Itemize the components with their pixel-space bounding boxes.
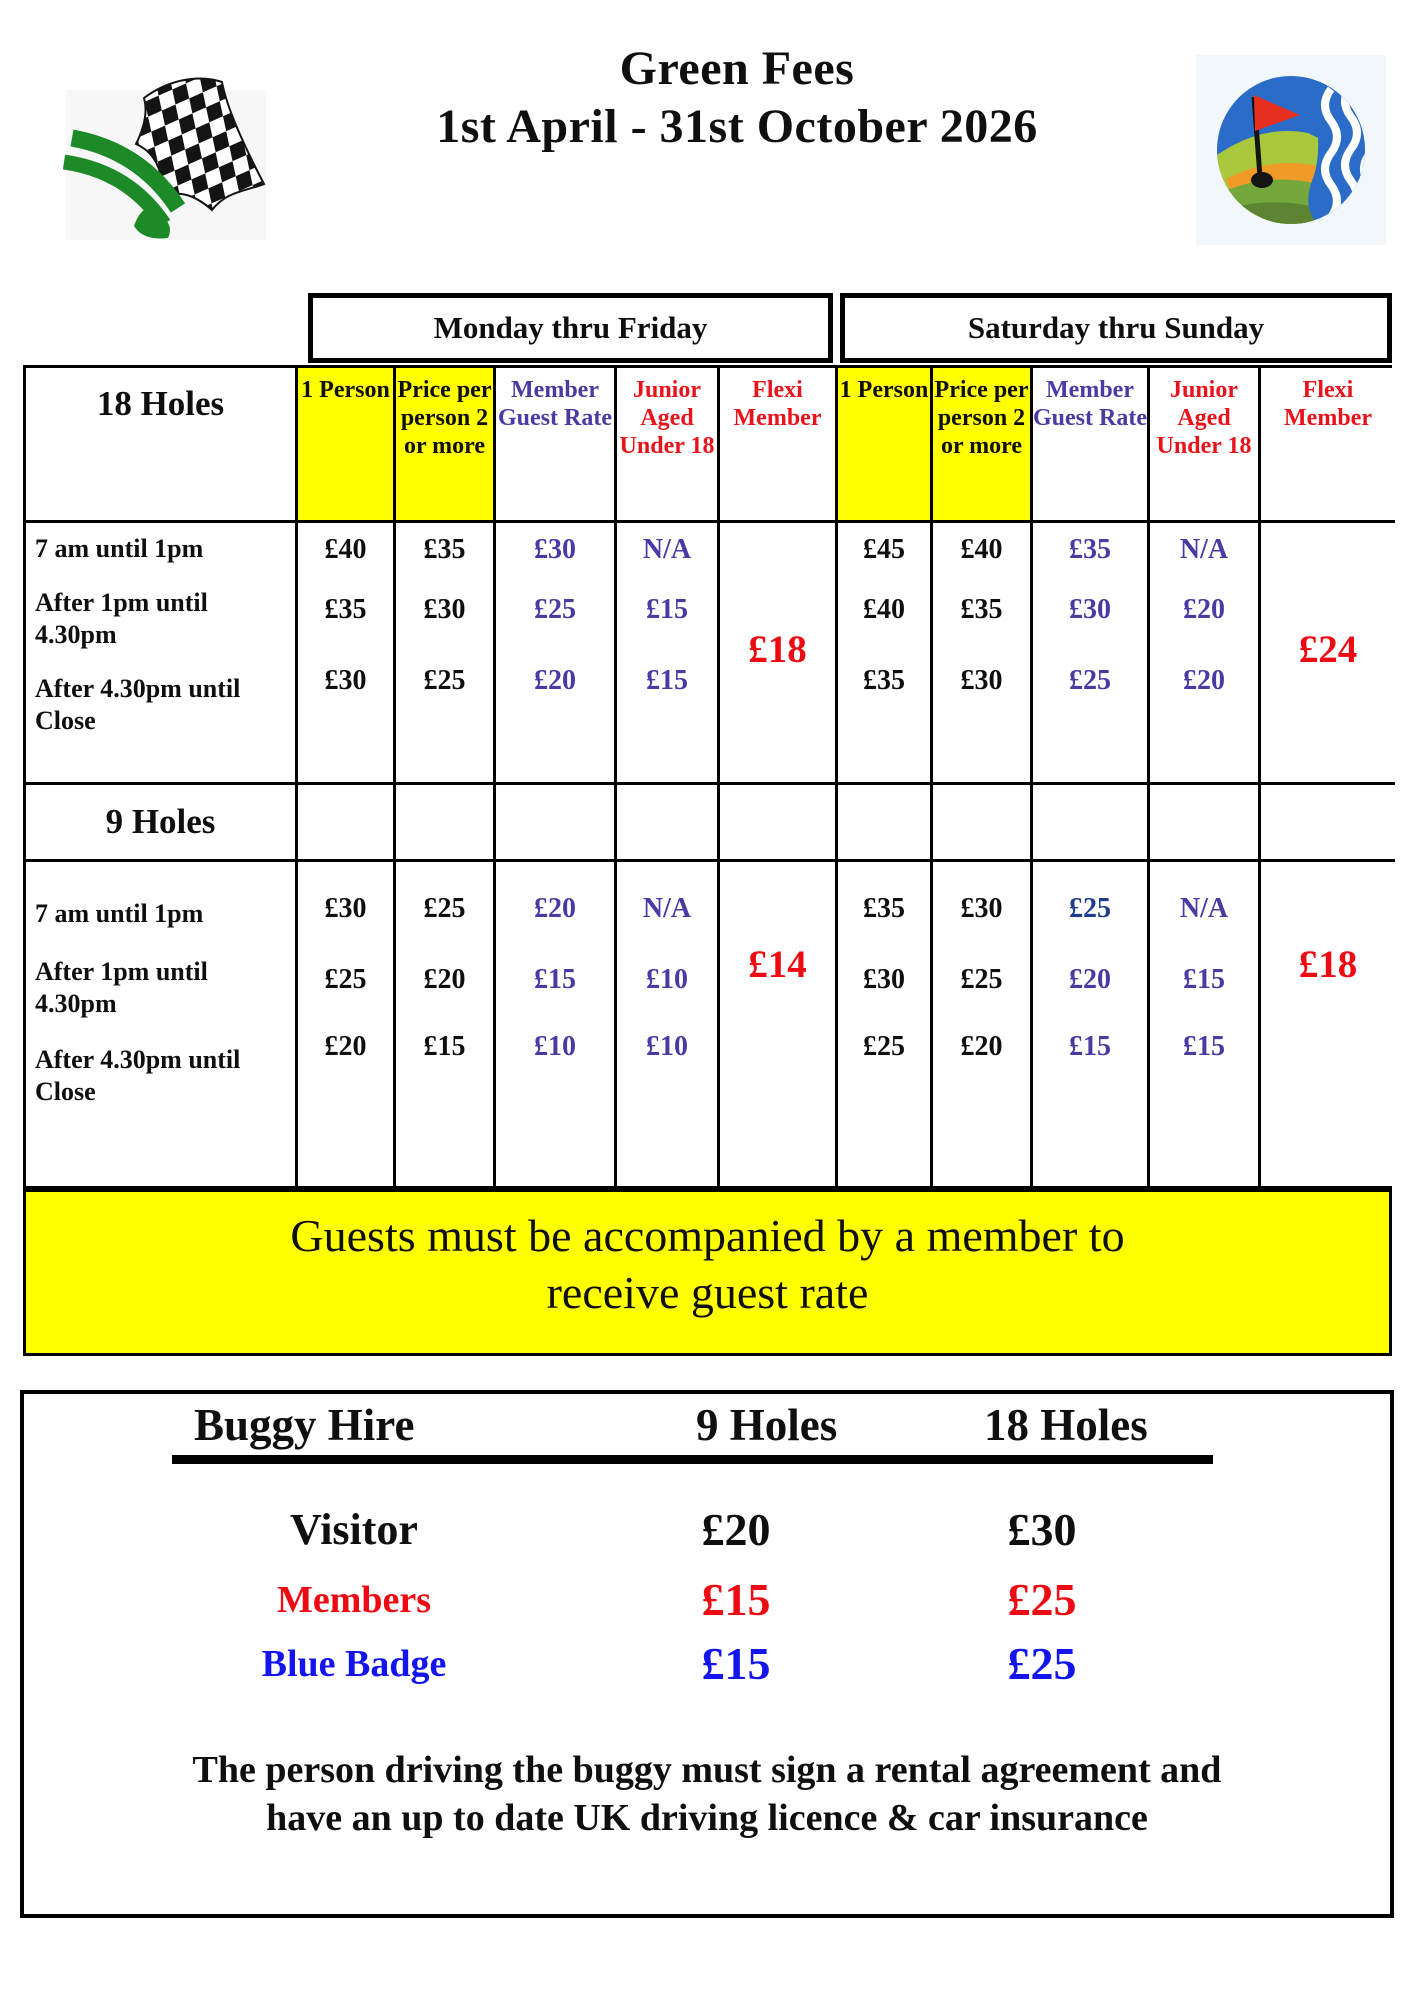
fee-value: £35 (863, 893, 905, 924)
buggy-col-9-holes: 9 Holes (696, 1400, 838, 1450)
fee-value: £40 (863, 594, 905, 625)
time-slot-labels-18h (26, 523, 298, 785)
empty-cell (496, 785, 617, 862)
buggy-members-9-price: £15 (701, 1574, 771, 1625)
col-header-price-pp-weekend: Price per person 2 or more (933, 368, 1033, 523)
section-header-9-holes: 9 Holes (26, 785, 298, 862)
fee-value: £15 (534, 964, 576, 995)
fee-value: £25 (423, 665, 466, 696)
fee-value: £20 (1183, 594, 1225, 625)
buggy-col-18-holes: 18 Holes (984, 1400, 1148, 1450)
fee-value: £35 (1069, 534, 1111, 565)
time-slot-2: After 1pm until 4.30pm (35, 588, 208, 649)
time-slot-3: After 4.30pm until Close (35, 674, 241, 735)
fee-value: £25 (960, 964, 1003, 995)
fee-value: £35 (423, 534, 466, 565)
fee-value: N/A (642, 893, 692, 924)
buggy-visitor-label: Visitor (290, 1505, 418, 1554)
empty-cell (838, 785, 933, 862)
fees-18h-weekend-price-pp (933, 523, 1033, 785)
fee-value: £25 (534, 594, 576, 625)
fees-18h-weekend-flexi: £24 (1261, 523, 1395, 785)
weekday-group-header (308, 293, 833, 363)
buggy-blue-badge-18-price: £25 (1007, 1638, 1077, 1689)
guest-rate-banner-line2: receive guest rate (546, 1267, 869, 1318)
fee-value: £30 (1069, 594, 1111, 625)
fee-value: £20 (960, 1031, 1003, 1062)
fee-value: N/A (1179, 534, 1229, 565)
col-header-member-guest-weekday: Member Guest Rate (496, 368, 617, 523)
col-header-junior-weekday: Junior Aged Under 18 (617, 368, 720, 523)
fee-value: £30 (423, 594, 466, 625)
fee-value: £30 (534, 534, 576, 565)
empty-cell (298, 785, 396, 862)
fee-value: £40 (960, 534, 1003, 565)
buggy-rental-note-line2: have an up to date UK driving licence & car insurance (266, 1797, 1148, 1839)
fees-9h-weekend-junior (1150, 862, 1261, 1186)
fee-value: £30 (863, 964, 905, 995)
empty-cell (1261, 785, 1395, 862)
col-header-junior-weekend: Junior Aged Under 18 (1150, 368, 1261, 523)
buggy-rental-note-line1: The person driving the buggy must sign a rental agreement and (192, 1749, 1222, 1791)
fee-value: £40 (324, 534, 367, 565)
fees-18h-weekend-one-person (838, 523, 933, 785)
buggy-row-members (24, 1572, 1390, 1628)
fees-9h-weekend-price-pp (933, 862, 1033, 1186)
day-group-header-row (23, 293, 1392, 365)
empty-cell (396, 785, 496, 862)
buggy-visitor-18-price: £30 (1007, 1504, 1077, 1555)
buggy-row-visitor (24, 1502, 1390, 1558)
buggy-hire-header (172, 1400, 1213, 1464)
fee-value: £25 (1069, 665, 1111, 696)
buggy-blue-badge-label: Blue Badge (261, 1643, 447, 1685)
col-header-one-person-weekend: 1 Person (838, 368, 933, 523)
fee-value: £15 (1183, 964, 1225, 995)
time-slot-2: After 1pm until 4.30pm (35, 957, 208, 1018)
empty-cell (1150, 785, 1261, 862)
fee-value: £10 (646, 1031, 688, 1062)
fees-18h-weekend-junior (1150, 523, 1261, 785)
green-fees-table (23, 365, 1392, 1189)
fee-value: £10 (646, 964, 688, 995)
fees-18h-weekday-price-pp (396, 523, 496, 785)
fees-18h-weekday-one-person (298, 523, 396, 785)
page-title-line2: 1st April - 31st October 2026 (436, 100, 1038, 153)
fees-9h-weekday-flexi: £14 (720, 862, 838, 1186)
fee-value: £15 (646, 594, 688, 625)
fee-value: £45 (863, 534, 905, 565)
golf-course-icon (1196, 55, 1386, 245)
buggy-row-blue-badge (24, 1636, 1390, 1692)
fees-9h-weekend-one-person (838, 862, 933, 1186)
weekday-group-label: Monday thru Friday (433, 310, 708, 345)
fees-9h-weekday-junior (617, 862, 720, 1186)
fee-value: £20 (534, 893, 576, 924)
col-header-one-person-weekday: 1 Person (298, 368, 396, 523)
fee-value: £20 (1183, 665, 1225, 696)
fee-value: £25 (863, 1031, 905, 1062)
fee-value: N/A (642, 534, 692, 565)
fees-9h-weekday-one-person (298, 862, 396, 1186)
racing-flag-logo (56, 68, 276, 258)
fee-value: £20 (534, 665, 576, 696)
racing-flag-icon (56, 68, 276, 258)
fee-value: £15 (1069, 1031, 1111, 1062)
fees-9h-weekday-member-guest (496, 862, 617, 1186)
fee-value: £35 (960, 594, 1003, 625)
fees-18h-weekday-junior (617, 523, 720, 785)
col-header-flexi-weekday: Flexi Member (720, 368, 838, 523)
weekend-group-header (840, 293, 1392, 363)
page-title-line1: Green Fees (619, 42, 855, 95)
buggy-hire-panel (20, 1390, 1394, 1918)
fees-9h-weekend-flexi: £18 (1261, 862, 1395, 1186)
golf-course-logo (1196, 55, 1386, 245)
buggy-members-18-price: £25 (1007, 1574, 1077, 1625)
fees-9h-weekend-member-guest (1033, 862, 1150, 1186)
empty-cell (617, 785, 720, 862)
empty-cell (933, 785, 1033, 862)
page-title (337, 40, 1137, 156)
fee-value: £20 (423, 964, 466, 995)
fee-value: £35 (324, 594, 367, 625)
fee-value: £35 (863, 665, 905, 696)
fee-value: £25 (423, 893, 466, 924)
fee-value: £30 (324, 665, 367, 696)
guest-rate-banner (23, 1189, 1392, 1356)
fee-value: £10 (534, 1031, 576, 1062)
buggy-visitor-9-price: £20 (701, 1504, 771, 1555)
buggy-hire-title: Buggy Hire (194, 1400, 415, 1450)
fee-value: £15 (423, 1031, 466, 1062)
fee-value: £15 (1183, 1031, 1225, 1062)
fee-value: N/A (1179, 893, 1229, 924)
fee-value: £25 (324, 964, 367, 995)
fees-18h-weekday-flexi: £18 (720, 523, 838, 785)
fee-value: £20 (1069, 964, 1111, 995)
buggy-members-label: Members (276, 1579, 432, 1621)
green-fees-sheet (23, 293, 1392, 1356)
fees-9h-weekday-price-pp (396, 862, 496, 1186)
buggy-blue-badge-9-price: £15 (701, 1638, 771, 1689)
buggy-rental-note (24, 1746, 1390, 1842)
time-slot-1: 7 am until 1pm (35, 534, 204, 563)
time-slot-1: 7 am until 1pm (35, 899, 204, 928)
fee-value: £15 (646, 665, 688, 696)
col-header-flexi-weekend: Flexi Member (1261, 368, 1395, 523)
fee-value: £30 (960, 665, 1003, 696)
empty-cell (1033, 785, 1150, 862)
fee-value: £25 (1069, 893, 1111, 924)
fees-18h-weekday-member-guest (496, 523, 617, 785)
fee-value: £20 (324, 1031, 367, 1062)
guest-rate-banner-line1: Guests must be accompanied by a member to (290, 1210, 1125, 1261)
time-slot-labels-9h (26, 862, 298, 1186)
fee-value: £30 (324, 893, 367, 924)
empty-cell (720, 785, 838, 862)
fees-18h-weekend-member-guest (1033, 523, 1150, 785)
col-header-member-guest-weekend: Member Guest Rate (1033, 368, 1150, 523)
weekend-group-label: Saturday thru Sunday (967, 310, 1265, 345)
section-header-18-holes: 18 Holes (26, 368, 298, 523)
fee-value: £30 (960, 893, 1003, 924)
col-header-price-pp-weekday: Price per person 2 or more (396, 368, 496, 523)
time-slot-3: After 4.30pm until Close (35, 1045, 241, 1106)
